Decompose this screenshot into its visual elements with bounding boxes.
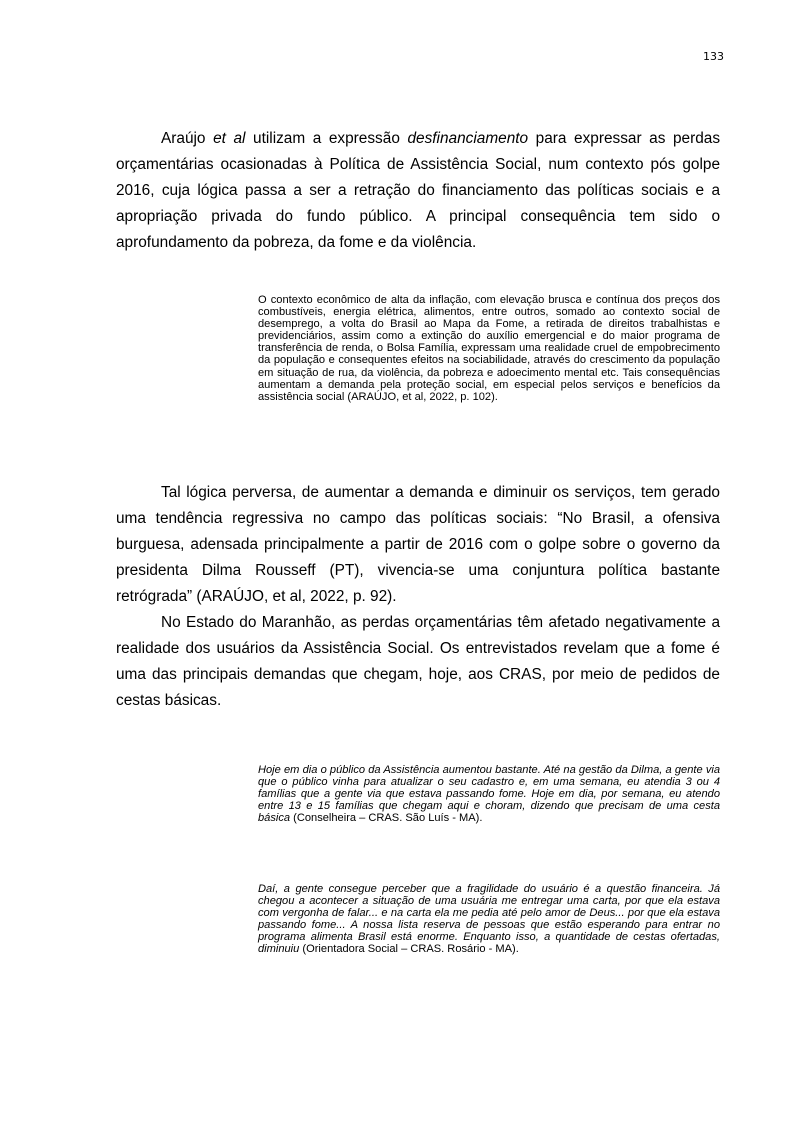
paragraph-italic: desfinanciamento [407,130,529,147]
quote-italic-text: Hoje em dia o público da Assistência aumentou bastante. Até na gestão da Dilma, a gente via que o público vinha para atualizar o seu cadastro e, em uma semana, eu atendia 3 ou 4 famílias que a gente via que estava passando fome. Hoje em dia, por semana, eu atendo entre 13 e 15 famílias que chegam aqui e choram, dizendo que precisam de uma cesta básica [258,764,720,825]
paragraph-italic: et al [213,130,246,147]
quote-text: O contexto econômico de alta da inflação, com elevação brusca e contínua dos preços dos combustíveis, energia elétrica, alimentos, entre outros, somado ao contexto social de desemprego, a volta do Brasil ao Mapa da Fome, a retirada de direitos trabalhistas e previdenciários, assim como a extinção do auxílio emergencial e do maior programa de transferência de renda, o Bolsa Família, expressam uma realidade cruel de empobrecimento da população e consequentes efeitos na sociabilidade, através do crescimento da população em situação de rua, da violência, da pobreza e adoecimento mental etc. Tais consequências aumentam a demanda pela proteção social, em especial pelos serviços e benefícios da assistência social (ARAÚJO, et al, 2022, p. 102). [258,294,720,403]
quote-source: (Conselheira – CRAS. São Luís - MA). [290,812,483,825]
paragraph-text: Tal lógica perversa, de aumentar a demanda e diminuir os serviços, tem gerado uma tendência regressiva no campo das políticas sociais: “No Brasil, a ofensiva burguesa, adensada principalmente a partir de 2016 com o golpe sobre o governo da presidenta Dilma Rousseff (PT), vivencia-se uma conjuntura política bastante retrógrada” (ARAÚJO, et al, 2022, p. 92). [116,484,720,605]
paragraph-text: para expressar as perdas orçamentárias ocasionadas à Política de Assistência Social, num contexto pós golpe 2016, cuja lógica passa a ser a retração do financiamento das políticas sociais e a apropriação privada do fundo público. A principal consequência tem sido o aprofundamento da pobreza, da fome e da violência. [116,130,721,251]
block-quote-conselheira [258,764,720,824]
quote-italic-text: Daí, a gente consegue perceber que a fragilidade do usuário é a questão financeira. Já chegou a acontecer a situação de uma usuária me entregar uma carta, por que ela estava com vergonha de falar... e na carta ela me pedia até pelo amor de Deus... por que ela estava passando fome... A nossa lista reserva de pessoas que estão esperando para entrar no programa alimenta Brasil está enorme. Enquanto isso, a quantidade de cestas ofertadas, diminuiu [258,883,720,956]
block-quote-araujo [258,294,720,403]
paragraph-desfinanciamento [116,126,720,256]
paragraph-maranhao [116,610,720,714]
quote-source: (Orientadora Social – CRAS. Rosário - MA). [299,943,519,956]
paragraph-text: Araújo [161,130,214,147]
paragraph-text: No Estado do Maranhão, as perdas orçamentárias têm afetado negativamente a realidade dos usuários da Assistência Social. Os entrevistados revelam que a fome é uma das principais demandas que chegam, hoje, aos CRAS, por meio de pedidos de cestas básicas. [116,614,720,709]
paragraph-logica-perversa [116,480,720,610]
block-quote-orientadora [258,883,720,956]
paragraph-text: utilizam a expressão [245,130,408,147]
page-number: 133 [703,50,724,63]
